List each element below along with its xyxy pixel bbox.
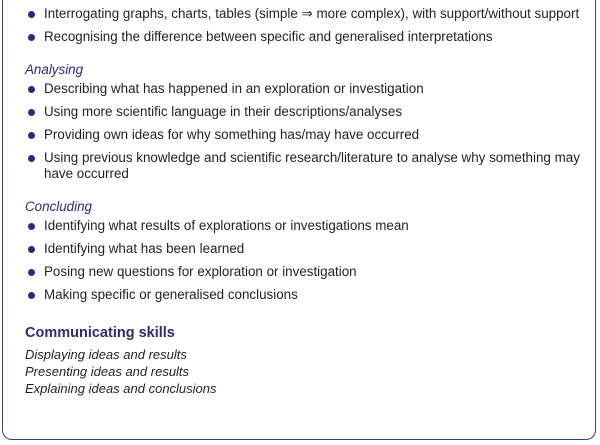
communicating-line: Presenting ideas and results: [25, 364, 190, 379]
concluding-list: [25, 218, 585, 303]
communicating-line: Explaining ideas and conclusions: [25, 381, 217, 396]
list-item-text: Posing new questions for exploration or investigation: [44, 264, 357, 279]
skills-panel: [2, 0, 596, 440]
bullet-icon: [28, 269, 35, 276]
list-item: [25, 81, 585, 97]
communicating-heading: Communicating skills: [25, 325, 175, 341]
list-item-text: Describing what has happened in an exploration or investigation: [44, 81, 424, 96]
list-item-text: Recognising the difference between specific and generalised interpretations: [44, 29, 493, 44]
bullet-icon: [28, 132, 35, 139]
list-item: [25, 241, 585, 257]
analysing-list: [25, 81, 585, 182]
list-item-text: Identifying what results of explorations or investigations mean: [44, 218, 409, 233]
bullet-icon: [28, 34, 35, 41]
bullet-icon: [28, 223, 35, 230]
list-item-text: Using more scientific language in their descriptions/analyses: [44, 104, 403, 119]
interpreting-list: [25, 6, 585, 45]
bullet-icon: [28, 11, 35, 18]
bullet-icon: [28, 246, 35, 253]
list-item: [25, 104, 585, 120]
list-item-text: Interrogating graphs, charts, tables (simple ⇒ more complex), with support/without support: [44, 6, 580, 21]
list-item: [25, 287, 585, 303]
list-item-text: Making specific or generalised conclusions: [44, 287, 298, 302]
list-item: [25, 127, 585, 143]
list-item: [25, 29, 585, 45]
analysing-label: Analysing: [25, 62, 84, 77]
list-item: [25, 150, 585, 182]
list-item: [25, 218, 585, 234]
communicating-line: Displaying ideas and results: [25, 347, 187, 362]
skills-content: [25, 6, 585, 397]
list-item: [25, 6, 585, 22]
list-item-text: Providing own ideas for why something has/may have occurred: [44, 127, 420, 142]
list-item-text: Identifying what has been learned: [44, 241, 245, 256]
bullet-icon: [28, 109, 35, 116]
list-item-text: Using previous knowledge and scientific research/literature to analyse why something may have occurred: [44, 150, 580, 181]
concluding-label: Concluding: [25, 199, 92, 214]
list-item: [25, 264, 585, 280]
bullet-icon: [28, 86, 35, 93]
bullet-icon: [28, 155, 35, 162]
bullet-icon: [28, 292, 35, 299]
